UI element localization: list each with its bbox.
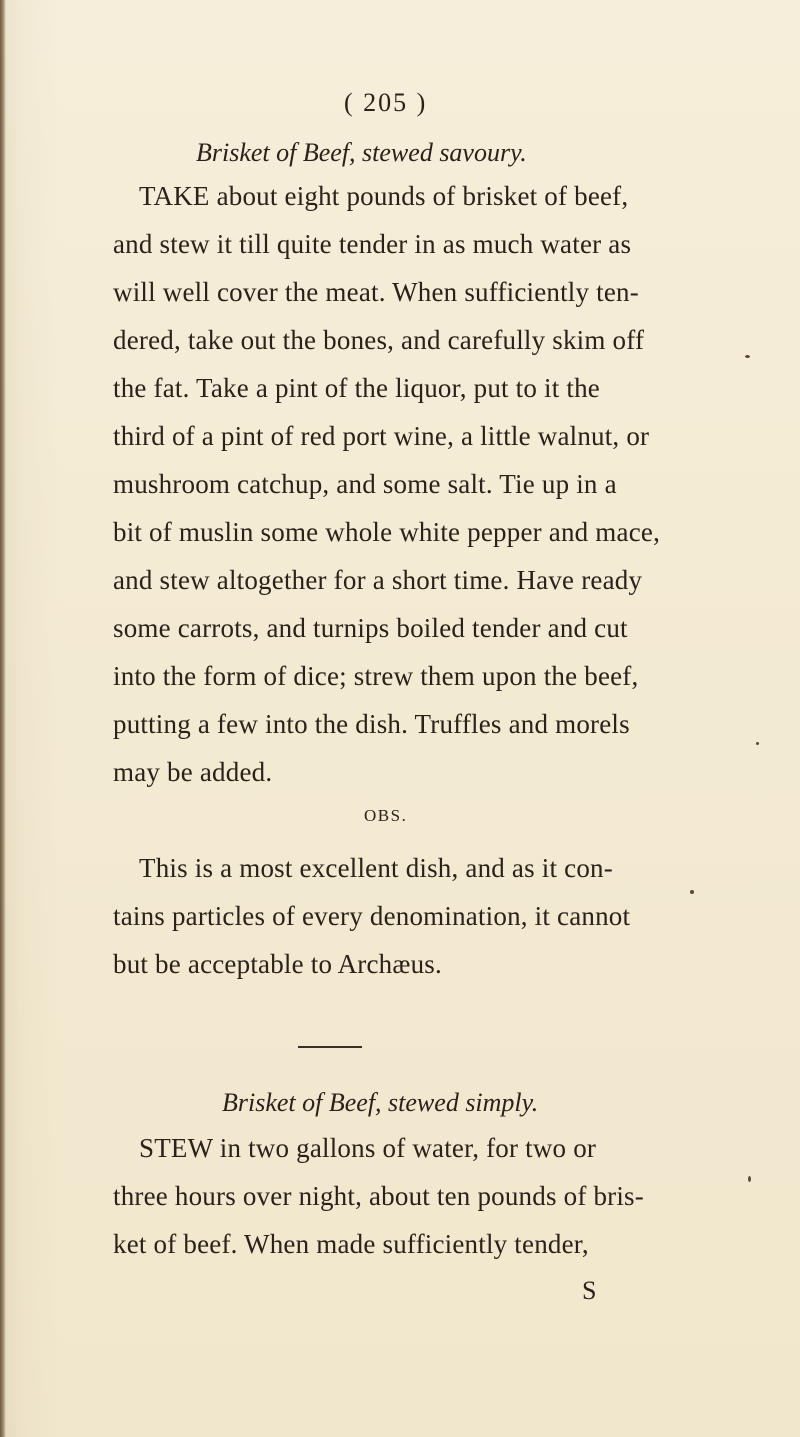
recipe1-line-2: and stew it till quite tender in as much water as	[113, 229, 632, 259]
recipe2-line-3: ket of beef. When made sufficiently tender,	[113, 1229, 589, 1259]
recipe1-line-8: bit of muslin some whole white pepper and mace,	[113, 517, 661, 547]
obs-label: OBS.	[364, 806, 408, 825]
obs-line-2: tains particles of every denomination, it cannot	[113, 901, 631, 931]
recipe1-line-4: dered, take out the bones, and carefully skim off	[113, 325, 645, 355]
recipe1-line-6: third of a pint of red port wine, a little walnut, or	[113, 421, 650, 451]
catchword: S	[582, 1276, 597, 1305]
recipe2-line-1: STEW in two gallons of water, for two or	[139, 1133, 597, 1163]
section-divider-rule	[298, 1046, 362, 1048]
recipe-title-simply: Brisket of Beef, stewed simply.	[222, 1088, 539, 1117]
obs-line-1: This is a most excellent dish, and as it con-	[139, 853, 613, 883]
recipe1-line-7: mushroom catchup, and some salt. Tie up in a	[113, 469, 617, 499]
recipe1-line-1: TAKE about eight pounds of brisket of beef,	[139, 181, 629, 211]
foxing-speck	[745, 355, 750, 358]
recipe-title-savoury: Brisket of Beef, stewed savoury.	[196, 138, 527, 167]
recipe1-line-10: some carrots, and turnips boiled tender and cut	[113, 613, 628, 643]
recipe1-line-13: may be added.	[113, 757, 273, 787]
foxing-speck	[690, 890, 694, 894]
foxing-speck	[748, 1176, 751, 1182]
page-number: ( 205 )	[344, 88, 428, 117]
obs-line-3: but be acceptable to Archæus.	[113, 949, 442, 979]
page-binding-edge	[0, 0, 6, 1437]
foxing-speck	[756, 742, 759, 745]
recipe2-line-2: three hours over night, about ten pounds of bris-	[113, 1181, 644, 1211]
recipe1-line-12: putting a few into the dish. Truffles and morels	[113, 709, 630, 739]
recipe1-line-9: and stew altogether for a short time. Have ready	[113, 565, 643, 595]
recipe1-line-3: will well cover the meat. When sufficiently ten-	[113, 277, 639, 307]
recipe1-line-5: the fat. Take a pint of the liquor, put to it the	[113, 373, 600, 403]
recipe1-line-11: into the form of dice; strew them upon the beef,	[113, 661, 639, 691]
